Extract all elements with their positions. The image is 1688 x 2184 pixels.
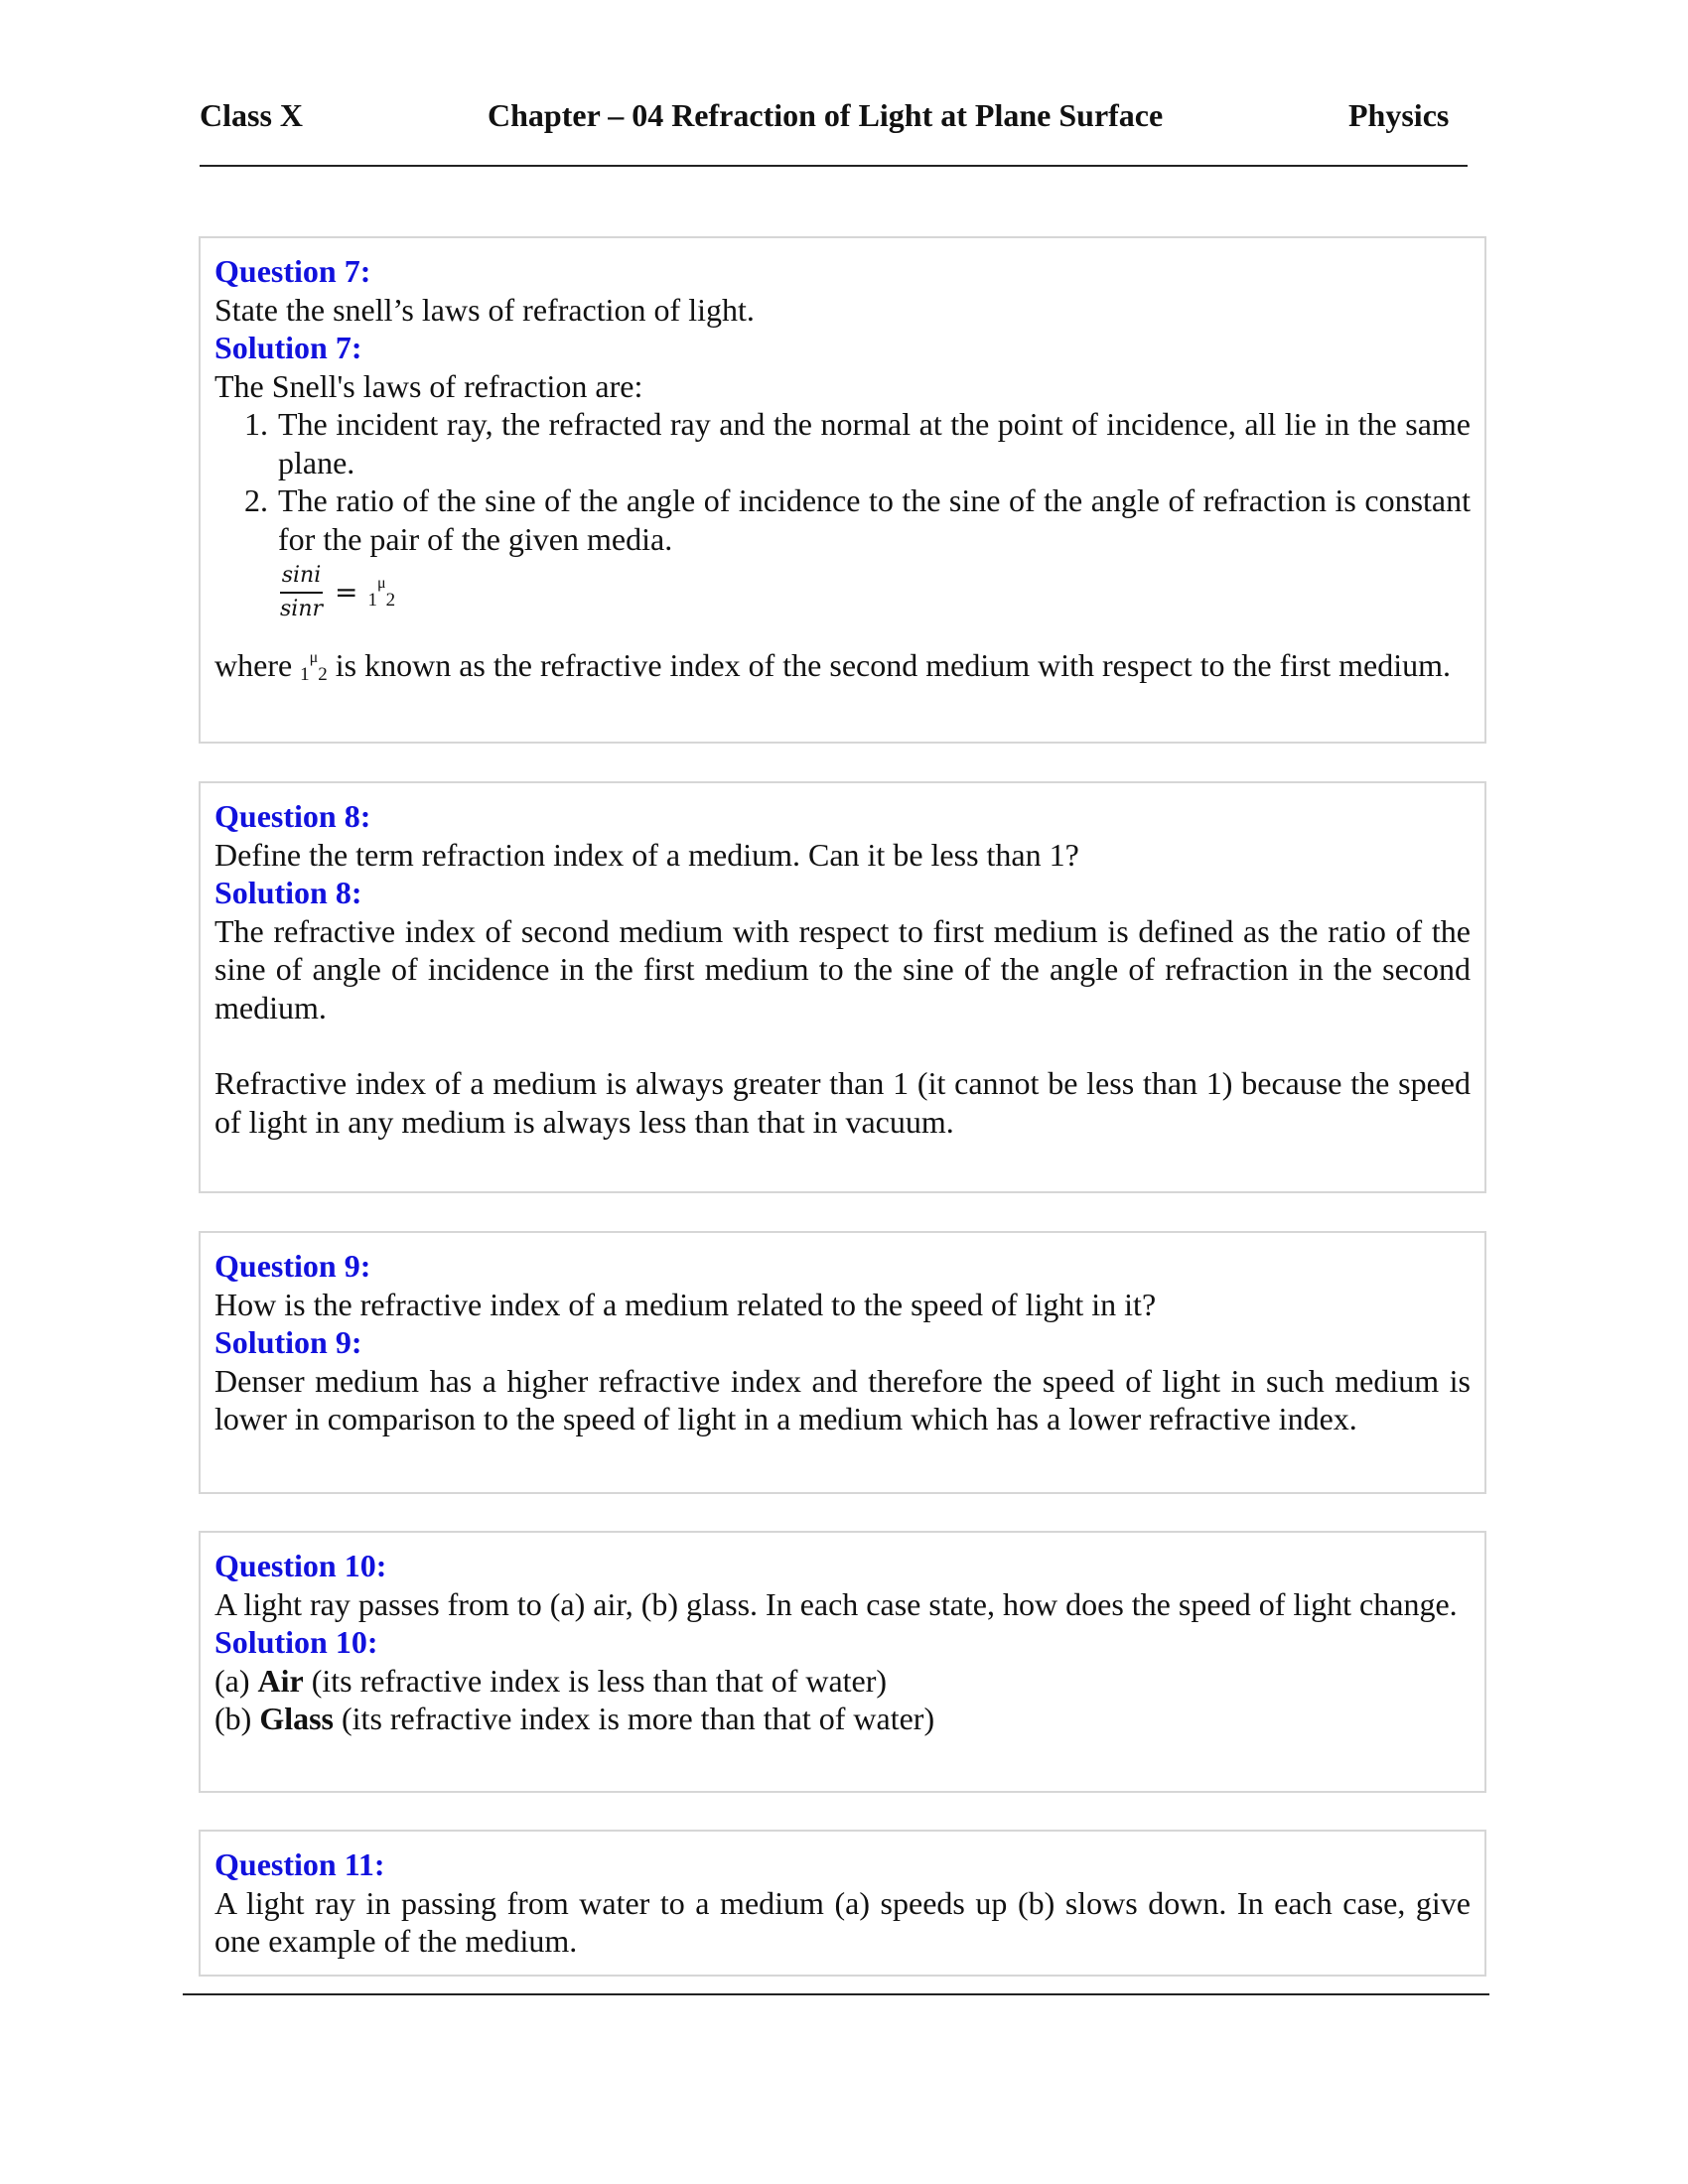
solution-label: Solution 9:: [214, 1324, 362, 1360]
solution-paragraph: Denser medium has a higher refractive index and therefore the speed of light in such medium is lower in comparison to the speed of light in a medium which has a lower refractive index.: [214, 1362, 1471, 1436]
answer-b-prefix: (b): [214, 1701, 252, 1736]
chapter-title: Chapter – 04 Refraction of Light at Plane Surface: [488, 97, 1164, 133]
formula-sub-left: 1: [367, 590, 377, 612]
question-label: Question 8:: [214, 798, 371, 834]
subject-label: Physics: [1348, 97, 1450, 133]
question-text: How is the refractive index of a medium related to the speed of light in it?: [214, 1286, 1157, 1322]
formula-fraction: [278, 563, 325, 622]
solution-label: Solution 8:: [214, 875, 362, 910]
list-item: 1. The incident ray, the refracted ray and the normal at the point of incidence, all lie in the same plane.: [276, 405, 1471, 481]
question-text: Define the term refraction index of a medium. Can it be less than 1?: [214, 836, 1079, 873]
page-header: [200, 97, 1468, 141]
formula-rhs: [367, 565, 395, 620]
solution-intro: The Snell's laws of refraction are:: [214, 367, 643, 404]
question-11-box: [199, 1830, 1486, 1977]
formula-mu-symbol: μ: [376, 575, 386, 593]
answer-a-reason: (its refractive index is less than that of water): [311, 1662, 888, 1699]
question-text: A light ray passes from to (a) air, (b) glass. In each case state, how does the speed of light change.: [214, 1585, 1458, 1622]
solution-paragraph: Refractive index of a medium is always greater than 1 (it cannot be less than 1) because the speed of light in any medium is always less than that in vacuum.: [214, 1065, 1471, 1140]
where-sub-right: 2: [318, 664, 328, 685]
question-9-box: [199, 1231, 1486, 1494]
footer-divider: [183, 1993, 1489, 1995]
formula-denominator: sinr: [280, 597, 324, 621]
solution-label: Solution 10:: [214, 1624, 378, 1660]
answer-line-a: [214, 1662, 1471, 1701]
answer-line-b: [214, 1700, 1471, 1738]
solution-label: Solution 7:: [214, 330, 362, 365]
question-label: Question 7:: [214, 253, 371, 289]
formula-sub-right: 2: [385, 590, 396, 612]
question-7-box: [199, 236, 1486, 744]
list-item: [276, 481, 1471, 625]
answer-b-medium: Glass: [259, 1701, 334, 1736]
question-8-box: [199, 781, 1486, 1193]
question-text: A light ray in passing from water to a medium (a) speeds up (b) slows down. In each case, give one example of the medium.: [214, 1884, 1471, 1959]
question-label: Question 9:: [214, 1248, 371, 1284]
snell-formula: [278, 560, 1471, 625]
snell-laws-list: [214, 405, 1471, 625]
formula-numerator: sini: [280, 563, 324, 594]
question-10-box: [199, 1531, 1486, 1793]
formula-equals: =: [335, 575, 358, 609]
where-sub-left: 1: [300, 664, 310, 685]
where-line: [214, 639, 1471, 695]
question-text: State the snell’s laws of refraction of light.: [214, 291, 755, 328]
solution-paragraph: The refractive index of second medium with respect to first medium is defined as the ratio of the sine of angle of incidence in the first medium to the sine of the angle of refraction in the second medium.: [214, 912, 1471, 1025]
question-label: Question 11:: [214, 1846, 385, 1882]
where-text: is known as the refractive index of the second medium with respect to the first medium.: [335, 647, 1451, 683]
where-prefix: where: [214, 647, 293, 683]
header-divider: [200, 165, 1468, 167]
list-item-text: The ratio of the sine of the angle of incidence to the sine of the angle of refraction is constant for the pair of the given media.: [278, 482, 1471, 557]
answer-a-prefix: (a): [214, 1662, 250, 1699]
answer-a-medium: Air: [257, 1662, 304, 1699]
question-label: Question 10:: [214, 1548, 387, 1583]
class-label: Class X: [200, 97, 304, 133]
answer-b-reason: (its refractive index is more than that of water): [342, 1701, 935, 1736]
where-mu-symbol: μ: [309, 649, 319, 666]
